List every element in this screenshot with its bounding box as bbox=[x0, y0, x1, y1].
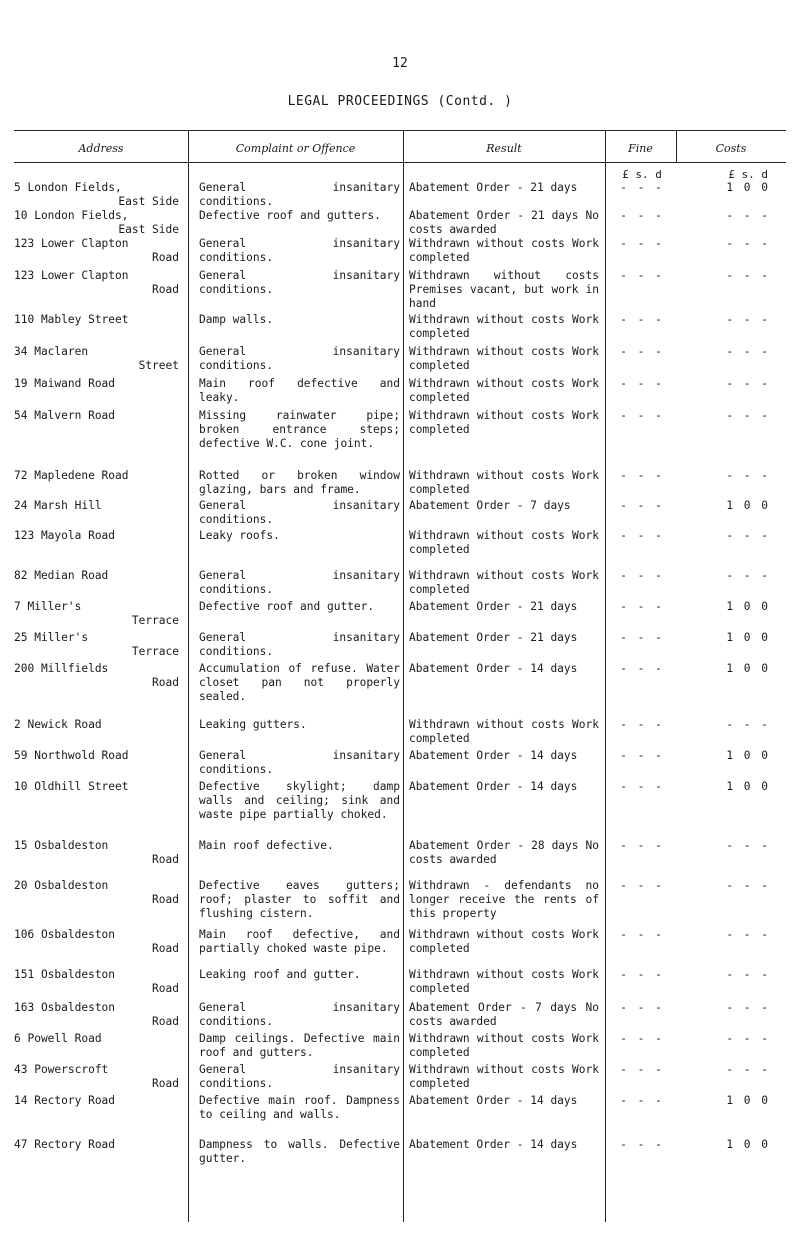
result-cell: Withdrawn without costs Work completed bbox=[409, 345, 599, 373]
address-cell bbox=[14, 1138, 179, 1152]
fine-cell: - - - bbox=[620, 529, 664, 542]
fine-cell: - - - bbox=[620, 749, 664, 762]
costs-cell: - - - bbox=[726, 1063, 768, 1076]
table-row bbox=[0, 269, 800, 313]
address-line: Road bbox=[152, 251, 179, 265]
result-cell: Withdrawn without costs Work completed bbox=[409, 313, 599, 341]
costs-cell: - - - bbox=[726, 569, 768, 582]
costs-cell: 1 0 0 bbox=[726, 181, 768, 194]
table-row bbox=[0, 662, 800, 718]
table-header-rule bbox=[14, 162, 786, 163]
address-cell bbox=[14, 879, 179, 907]
table-row bbox=[0, 313, 800, 345]
address-line: Road bbox=[152, 982, 179, 996]
table-row bbox=[0, 718, 800, 749]
result-cell: Withdrawn without costs Work completed bbox=[409, 377, 599, 405]
fine-cell: - - - bbox=[620, 968, 664, 981]
address-line: 82 Median Road bbox=[14, 569, 109, 582]
complaint-cell: Accumulation of refuse. Water closet pan not properly sealed. bbox=[199, 662, 400, 704]
costs-cell: 1 0 0 bbox=[726, 780, 768, 793]
address-line: Road bbox=[152, 676, 179, 690]
complaint-cell: Main roof defective. bbox=[199, 839, 334, 852]
complaint-cell: Missing rainwater pipe; broken entrance steps; defective W.C. cone joint. bbox=[199, 409, 400, 451]
table-row bbox=[0, 1094, 800, 1138]
address-line: Road bbox=[152, 893, 179, 907]
address-cell bbox=[14, 662, 179, 690]
address-cell bbox=[14, 928, 179, 956]
result-cell: Withdrawn without costs Work completed bbox=[409, 409, 599, 437]
address-cell bbox=[14, 1032, 179, 1046]
address-line: 5 London Fields, bbox=[14, 181, 122, 194]
fine-cell: - - - bbox=[620, 409, 664, 422]
fine-cell: - - - bbox=[620, 600, 664, 613]
costs-cell: - - - bbox=[726, 928, 768, 941]
result-cell: Withdrawn without costs Work completed bbox=[409, 968, 599, 996]
fine-cell: - - - bbox=[620, 269, 664, 282]
costs-cell: - - - bbox=[726, 1032, 768, 1045]
complaint-cell: General insanitary conditions. bbox=[199, 499, 400, 527]
address-cell bbox=[14, 968, 179, 996]
costs-cell: 1 0 0 bbox=[726, 749, 768, 762]
address-line: 163 Osbaldeston bbox=[14, 1001, 116, 1014]
costs-cell: 1 0 0 bbox=[726, 631, 768, 644]
fine-cell: - - - bbox=[620, 662, 664, 675]
address-line: 54 Malvern Road bbox=[14, 409, 116, 422]
column-header-result: Result bbox=[486, 142, 522, 155]
result-cell: Withdrawn - defendants no longer receive the rents of this property bbox=[409, 879, 599, 921]
complaint-cell: General insanitary conditions. bbox=[199, 345, 400, 373]
address-line: Road bbox=[152, 283, 179, 297]
column-header-fine: Fine bbox=[628, 142, 653, 155]
fine-cell: - - - bbox=[620, 345, 664, 358]
complaint-cell: Main roof defective and leaky. bbox=[199, 377, 400, 405]
fine-cell: - - - bbox=[620, 237, 664, 250]
table-row bbox=[0, 529, 800, 569]
table-row bbox=[0, 1063, 800, 1094]
fine-cell: - - - bbox=[620, 879, 664, 892]
result-cell: Withdrawn without costs Work completed bbox=[409, 469, 599, 497]
address-line: 43 Powerscroft bbox=[14, 1063, 109, 1076]
address-line: 59 Northwold Road bbox=[14, 749, 129, 762]
column-header-complaint: Complaint or Offence bbox=[235, 142, 356, 155]
fine-cell: - - - bbox=[620, 499, 664, 512]
address-line: East Side bbox=[118, 223, 179, 237]
costs-cell: 1 0 0 bbox=[726, 662, 768, 675]
table-row bbox=[0, 1032, 800, 1063]
complaint-cell: Leaky roofs. bbox=[199, 529, 280, 542]
result-cell: Abatement Order - 21 days bbox=[409, 631, 578, 644]
address-line: 15 Osbaldeston bbox=[14, 839, 109, 852]
result-cell: Abatement Order - 21 days No costs awarded bbox=[409, 209, 599, 237]
complaint-cell: Leaking roof and gutter. bbox=[199, 968, 361, 981]
complaint-cell: Dampness to walls. Defective gutter. bbox=[199, 1138, 400, 1166]
table-top-rule bbox=[14, 130, 786, 131]
fine-cell: - - - bbox=[620, 1094, 664, 1107]
table-row bbox=[0, 600, 800, 631]
address-line: 6 Powell Road bbox=[14, 1032, 102, 1045]
table-row bbox=[0, 780, 800, 839]
complaint-cell: General insanitary conditions. bbox=[199, 1063, 400, 1091]
complaint-cell: General insanitary conditions. bbox=[199, 1001, 400, 1029]
costs-cell: - - - bbox=[726, 839, 768, 852]
address-cell bbox=[14, 749, 179, 763]
result-cell: Withdrawn without costs Work completed bbox=[409, 569, 599, 597]
complaint-cell: General insanitary conditions. bbox=[199, 237, 400, 265]
table-row bbox=[0, 1138, 800, 1178]
complaint-cell: Leaking gutters. bbox=[199, 718, 307, 731]
costs-cell: - - - bbox=[726, 313, 768, 326]
complaint-cell: Defective main roof. Dampness to ceiling and walls. bbox=[199, 1094, 400, 1122]
address-line: 123 Mayola Road bbox=[14, 529, 116, 542]
table-row bbox=[0, 237, 800, 269]
address-line: 7 Miller's bbox=[14, 600, 82, 613]
address-cell bbox=[14, 237, 179, 265]
complaint-cell: General insanitary conditions. bbox=[199, 631, 400, 659]
address-line: 72 Mapledene Road bbox=[14, 469, 129, 482]
table-row bbox=[0, 377, 800, 409]
complaint-cell: General insanitary conditions. bbox=[199, 569, 400, 597]
costs-cell: - - - bbox=[726, 529, 768, 542]
result-cell: Abatement Order - 14 days bbox=[409, 1138, 578, 1151]
address-cell bbox=[14, 1094, 179, 1108]
table-row bbox=[0, 968, 800, 1001]
result-cell: Abatement Order - 14 days bbox=[409, 1094, 578, 1107]
address-cell bbox=[14, 377, 179, 391]
result-cell: Withdrawn without costs Work completed bbox=[409, 237, 599, 265]
costs-cell: 1 0 0 bbox=[726, 600, 768, 613]
result-cell: Withdrawn without costs Work completed bbox=[409, 718, 599, 746]
result-cell: Abatement Order - 7 days No costs awarded bbox=[409, 1001, 599, 1029]
address-line: 34 Maclaren bbox=[14, 345, 89, 358]
address-line: Road bbox=[152, 853, 179, 867]
complaint-cell: General insanitary conditions. bbox=[199, 181, 400, 209]
fine-cell: - - - bbox=[620, 209, 664, 222]
result-cell: Withdrawn without costs Work completed bbox=[409, 1063, 599, 1091]
result-cell: Abatement Order - 7 days bbox=[409, 499, 571, 512]
result-cell: Withdrawn without costs Work completed bbox=[409, 1032, 599, 1060]
fine-cell: - - - bbox=[620, 928, 664, 941]
costs-cell: - - - bbox=[726, 1001, 768, 1014]
address-cell bbox=[14, 269, 179, 297]
address-cell bbox=[14, 345, 179, 373]
fine-cell: - - - bbox=[620, 718, 664, 731]
table-row bbox=[0, 928, 800, 968]
fine-cell: - - - bbox=[620, 469, 664, 482]
costs-cell: 1 0 0 bbox=[726, 499, 768, 512]
address-line: 151 Osbaldeston bbox=[14, 968, 116, 981]
address-line: 47 Rectory Road bbox=[14, 1138, 116, 1151]
address-line: 14 Rectory Road bbox=[14, 1094, 116, 1107]
table-row bbox=[0, 181, 800, 209]
fine-units: £ s. d bbox=[622, 168, 662, 181]
costs-cell: 1 0 0 bbox=[726, 1138, 768, 1151]
result-cell: Withdrawn without costs Work completed bbox=[409, 928, 599, 956]
address-cell bbox=[14, 631, 179, 659]
address-line: 106 Osbaldeston bbox=[14, 928, 116, 941]
result-cell: Abatement Order - 21 days bbox=[409, 181, 578, 194]
complaint-cell: General insanitary conditions. bbox=[199, 749, 400, 777]
table-row bbox=[0, 569, 800, 600]
costs-units: £ s. d bbox=[728, 168, 768, 181]
address-line: 10 Oldhill Street bbox=[14, 780, 129, 793]
result-cell: Abatement Order - 14 days bbox=[409, 662, 578, 675]
column-header-address: Address bbox=[78, 142, 124, 155]
address-line: 2 Newick Road bbox=[14, 718, 102, 731]
complaint-cell: General insanitary conditions. bbox=[199, 269, 400, 297]
table-row bbox=[0, 879, 800, 928]
address-line: 123 Lower Clapton bbox=[14, 269, 129, 282]
table-row bbox=[0, 409, 800, 469]
costs-cell: - - - bbox=[726, 879, 768, 892]
table-row bbox=[0, 631, 800, 662]
table-row bbox=[0, 749, 800, 780]
address-cell bbox=[14, 1001, 179, 1029]
table-row bbox=[0, 345, 800, 377]
address-cell bbox=[14, 1063, 179, 1091]
result-cell: Abatement Order - 28 days No costs awarded bbox=[409, 839, 599, 867]
costs-cell: 1 0 0 bbox=[726, 1094, 768, 1107]
page-number: 12 bbox=[392, 56, 408, 71]
address-line: 123 Lower Clapton bbox=[14, 237, 129, 250]
column-header-costs: Costs bbox=[715, 142, 747, 155]
address-line: East Side bbox=[118, 195, 179, 209]
address-line: 200 Millfields bbox=[14, 662, 109, 675]
table-row bbox=[0, 209, 800, 237]
fine-cell: - - - bbox=[620, 631, 664, 644]
address-cell bbox=[14, 409, 179, 423]
page-title: LEGAL PROCEEDINGS (Contd. ) bbox=[287, 94, 513, 109]
address-line: 110 Mabley Street bbox=[14, 313, 129, 326]
result-cell: Abatement Order - 21 days bbox=[409, 600, 578, 613]
complaint-cell: Defective roof and gutter. bbox=[199, 600, 375, 613]
address-line: Road bbox=[152, 1077, 179, 1091]
complaint-cell: Defective eaves gutters; roof; plaster to soffit and flushing cistern. bbox=[199, 879, 400, 921]
complaint-cell: Damp walls. bbox=[199, 313, 274, 326]
costs-cell: - - - bbox=[726, 209, 768, 222]
proceedings-table bbox=[0, 181, 800, 1178]
table-row bbox=[0, 839, 800, 879]
address-cell bbox=[14, 780, 179, 794]
address-line: 25 Miller's bbox=[14, 631, 89, 644]
costs-cell: - - - bbox=[726, 377, 768, 390]
fine-cell: - - - bbox=[620, 377, 664, 390]
address-cell bbox=[14, 529, 179, 543]
costs-cell: - - - bbox=[726, 269, 768, 282]
address-cell bbox=[14, 499, 179, 513]
fine-cell: - - - bbox=[620, 1138, 664, 1151]
costs-cell: - - - bbox=[726, 345, 768, 358]
costs-cell: - - - bbox=[726, 237, 768, 250]
complaint-cell: Defective skylight; damp walls and ceiling; sink and waste pipe partially choked. bbox=[199, 780, 400, 822]
result-cell: Withdrawn without costs Premises vacant, but work in hand bbox=[409, 269, 599, 311]
address-line: 20 Osbaldeston bbox=[14, 879, 109, 892]
address-cell bbox=[14, 181, 179, 209]
fine-cell: - - - bbox=[620, 1032, 664, 1045]
address-cell bbox=[14, 469, 179, 483]
address-line: Street bbox=[138, 359, 179, 373]
table-row bbox=[0, 499, 800, 529]
address-line: 24 Marsh Hill bbox=[14, 499, 102, 512]
complaint-cell: Defective roof and gutters. bbox=[199, 209, 381, 222]
fine-cell: - - - bbox=[620, 181, 664, 194]
address-cell bbox=[14, 718, 179, 732]
address-line: 10 London Fields, bbox=[14, 209, 129, 222]
result-cell: Withdrawn without costs Work completed bbox=[409, 529, 599, 557]
table-row bbox=[0, 469, 800, 499]
address-line: Terrace bbox=[131, 645, 179, 659]
address-cell bbox=[14, 209, 179, 237]
complaint-cell: Rotted or broken window glazing, bars and frame. bbox=[199, 469, 400, 497]
address-cell bbox=[14, 600, 179, 628]
address-line: Road bbox=[152, 942, 179, 956]
address-line: 19 Maiwand Road bbox=[14, 377, 116, 390]
fine-cell: - - - bbox=[620, 1001, 664, 1014]
fine-cell: - - - bbox=[620, 313, 664, 326]
address-cell bbox=[14, 839, 179, 867]
fine-cell: - - - bbox=[620, 780, 664, 793]
fine-cell: - - - bbox=[620, 839, 664, 852]
complaint-cell: Main roof defective, and partially choked waste pipe. bbox=[199, 928, 400, 956]
table-row bbox=[0, 1001, 800, 1032]
complaint-cell: Damp ceilings. Defective main roof and gutters. bbox=[199, 1032, 400, 1060]
address-line: Terrace bbox=[131, 614, 179, 628]
result-cell: Abatement Order - 14 days bbox=[409, 780, 578, 793]
costs-cell: - - - bbox=[726, 409, 768, 422]
address-cell bbox=[14, 569, 179, 583]
address-cell bbox=[14, 313, 179, 327]
result-cell: Abatement Order - 14 days bbox=[409, 749, 578, 762]
address-line: Road bbox=[152, 1015, 179, 1029]
costs-cell: - - - bbox=[726, 718, 768, 731]
fine-cell: - - - bbox=[620, 1063, 664, 1076]
costs-cell: - - - bbox=[726, 968, 768, 981]
costs-cell: - - - bbox=[726, 469, 768, 482]
fine-cell: - - - bbox=[620, 569, 664, 582]
